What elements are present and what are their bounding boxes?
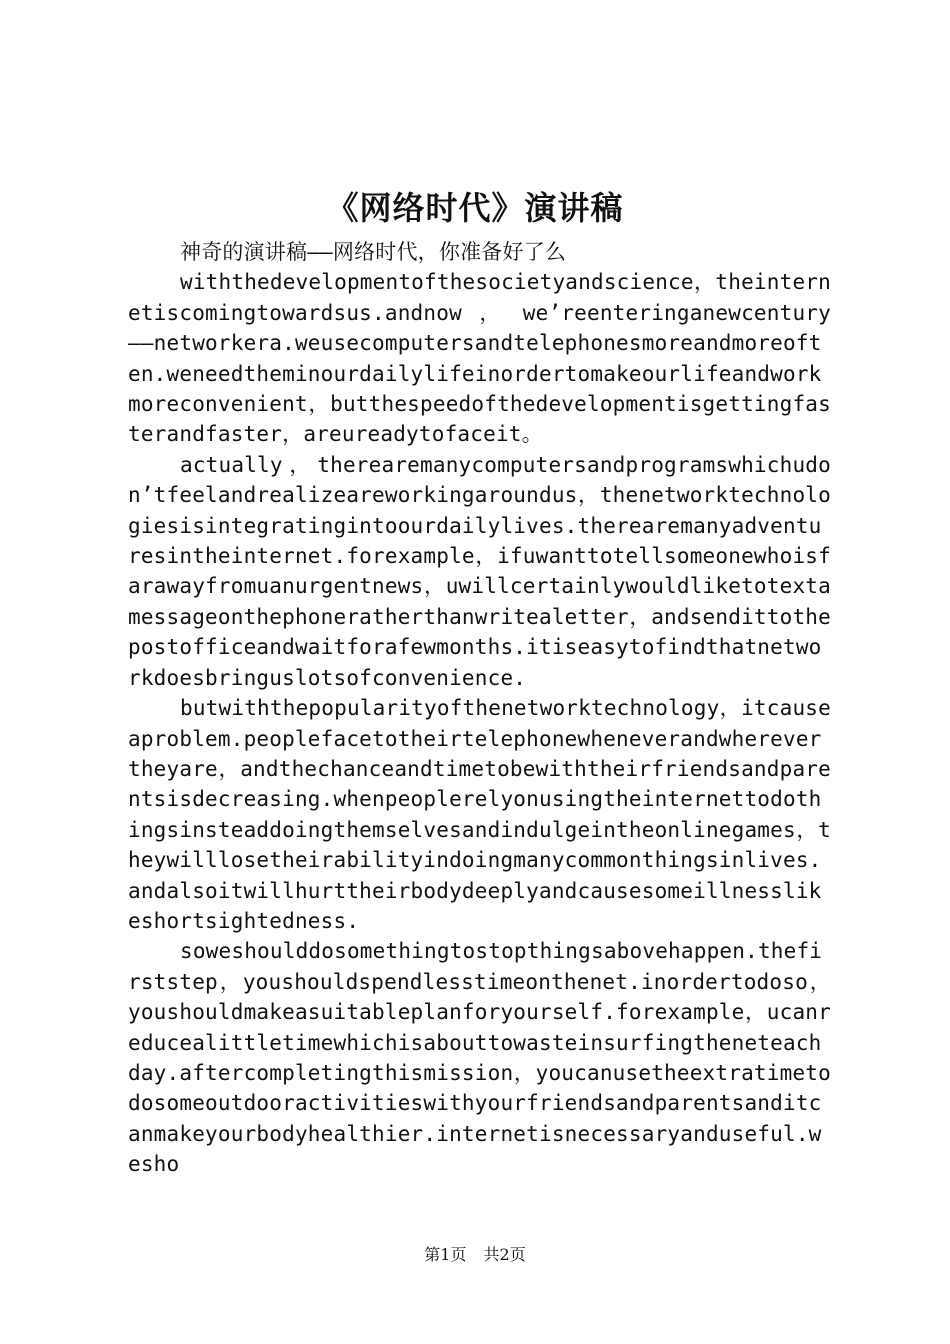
- subtitle-paragraph: 神奇的演讲稿——网络时代，你准备好了么: [180, 240, 567, 264]
- body-paragraph: actually，therearemanycomputersandprogramswhichudon’tfeelandrealizeareworkingaroundus，thenetworktechnologiesisintegratingintoourdailylives.therearemanyadventuresintheinternet.forexample，ifuwanttotellsomeonewhoisfarawayfromuanurgentnews，uwillcertainlywouldliketotextamessageonthephoneratherthanwritealetter，andsendittothepostofficeandwaitforafewmonths.itiseasytofindthatnetworkdoesbringuslotsofconvenience.: [128, 452, 831, 690]
- body-paragraph: butwiththepopularityofthenetworktechnology，itcauseaproblem.peoplefacetotheirtelephonewheneverandwherevertheyare，andthechanceandtimetobewiththeirfriendsandparentsisdecreasing.whenpeoplerelyonusingtheinternettodothingsinsteaddoingthemselvesandindulgeintheonlinegames，theywilllosetheirabilityindoingmanycommonthingsinlives.andalsoitwillhurttheirbodydeeplyandcausesomeillnesslikeshortsightedness.: [128, 696, 831, 933]
- page-number: 第1页: [424, 1245, 467, 1264]
- page-title: 《网络时代》演讲稿: [326, 189, 624, 227]
- page-total: 共2页: [483, 1245, 526, 1264]
- body-paragraph: withthedevelopmentofthesocietyandscience，theinternetiscomingtowardsus.andnow ， we’reenteringanewcentury——networkera.weusecomputersandtelephonesmoreandmoreoften.weneedtheminourdailylifeinordertomakeourlifeandworkmoreconvenient，butthespeedofthedevelopmentisgettingfasterandfaster，areureadytofaceit。: [128, 270, 831, 447]
- document-body: [128, 237, 831, 1180]
- body-paragraph: soweshoulddosomethingtostopthingsabovehappen.thefirststep，youshouldspendlesstimeonthenet.inordertodoso，youshouldmakeasuitableplanforyourself.forexample，ucanreducealittletimewhichisabouttowasteinsurfingtheneteachday.aftercompletingthismission，youcanusetheextratimetodosomeoutdooractivitieswithyourfriendsandparentsanditcanmakeyourbodyhealthier.internetisnecessaryanduseful.wesho: [128, 939, 831, 1177]
- page-footer: [0, 1245, 950, 1265]
